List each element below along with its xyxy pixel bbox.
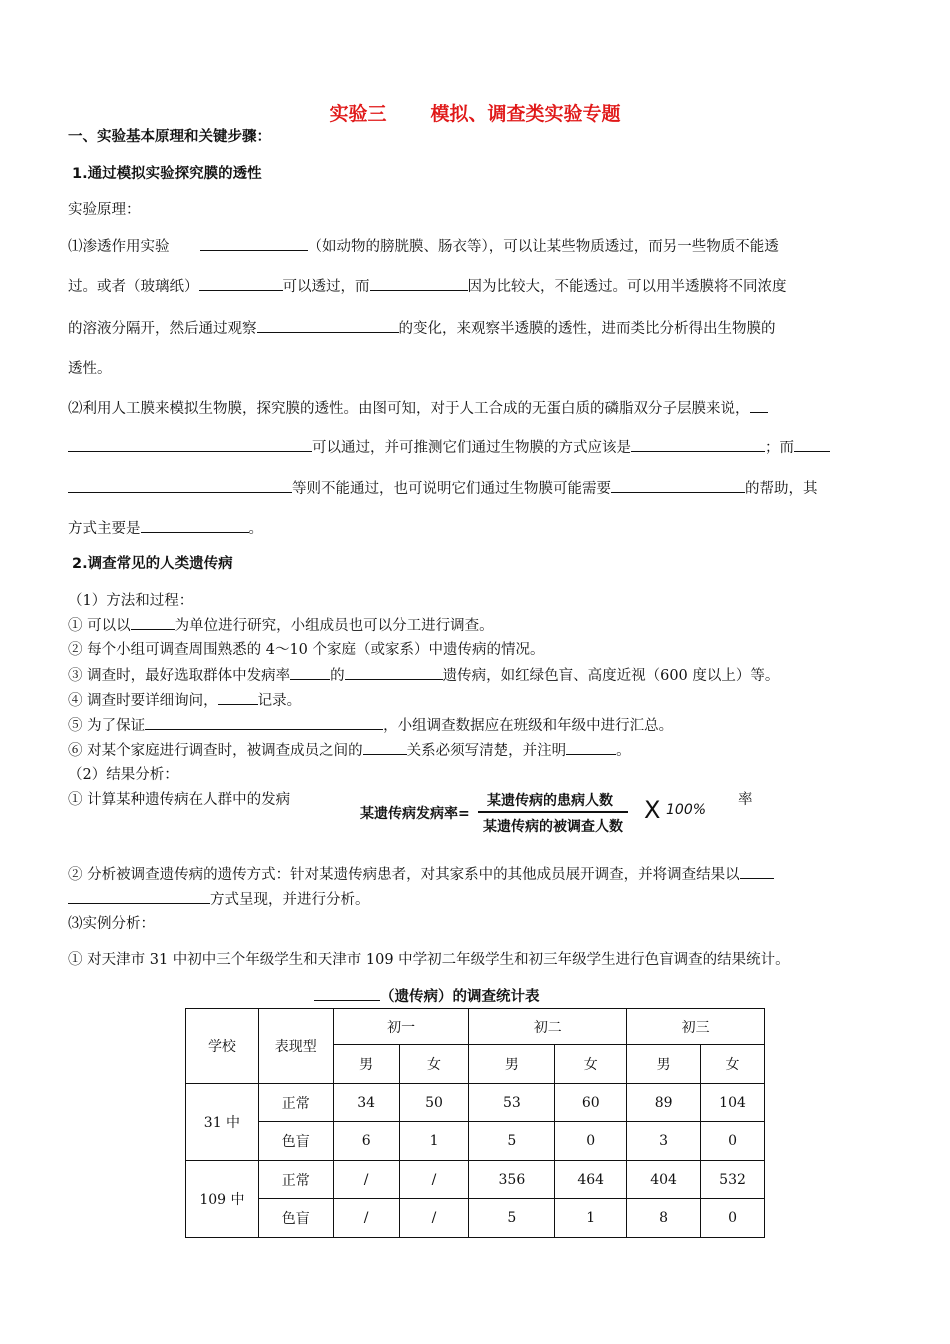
p2-l4a: 方式主要是 (68, 521, 141, 537)
value-cell: 3 (627, 1122, 701, 1161)
value-cell: 464 (555, 1161, 627, 1199)
blank (750, 398, 768, 413)
page-title (0, 99, 950, 126)
blank (566, 740, 616, 755)
step-2: ② 每个小组可调查周围熟悉的 4～10 个家庭（或家系）中遗传病的情况。 (68, 642, 545, 658)
step-6 (68, 740, 631, 761)
result-heading: （2）结果分析： (68, 767, 179, 783)
value-cell: 0 (701, 1122, 765, 1161)
s6c: 。 (616, 743, 631, 759)
header-sex: 男 (627, 1045, 701, 1084)
p2-line2 (68, 437, 830, 458)
p1-l3a: 的溶液分隔开，然后通过观察 (68, 321, 257, 337)
phenotype-cell: 色盲 (258, 1199, 333, 1238)
blank (794, 437, 830, 452)
p2-l3a: 等则不能通过，也可说明它们通过生物膜可能需要 (292, 481, 611, 497)
p1-line3 (68, 318, 776, 339)
value-cell: 404 (627, 1161, 701, 1199)
phenotype-cell: 色盲 (258, 1122, 333, 1161)
subheading-membrane: 1.通过模拟实验探究膜的透性 (72, 166, 262, 182)
step-4 (68, 690, 301, 711)
value-cell: / (399, 1161, 469, 1199)
r2-l2: 方式呈现，并进行分析。 (210, 892, 370, 908)
s3b: 的 (330, 668, 345, 684)
formula-numerator: 某遗传病的患病人数 (487, 793, 613, 809)
p1-l2a: 过。或者（玻璃纸） (68, 279, 199, 295)
value-cell: 5 (469, 1122, 555, 1161)
value-cell: / (333, 1199, 399, 1238)
example-text: ① 对天津市 31 中初中三个年级学生和天津市 109 中学初二年级学生和初三年级学生进行色盲调查的结果统计。 (68, 952, 790, 968)
p1-l2c: 因为比较大，不能透过。可以用半透膜将不同浓度 (467, 279, 787, 295)
table-caption (314, 986, 540, 1007)
p2-l2a: 可以通过，并可推测它们通过生物膜的方式应该是 (312, 440, 631, 456)
result-2-line1 (68, 864, 774, 885)
step-3 (68, 665, 779, 686)
blank (68, 437, 312, 452)
value-cell: / (399, 1199, 469, 1238)
p1-l2b: 可以透过，而 (282, 279, 370, 295)
p1-line2 (68, 276, 787, 297)
formula-lhs: 某遗传病发病率= (360, 806, 470, 822)
s3c: 遗传病，如红绿色盲、高度近视（600 度以上）等。 (442, 668, 780, 684)
table-row (186, 1122, 765, 1161)
s4a: ④ 调查时要详细询问， (68, 693, 218, 709)
principle-label: 实验原理： (68, 202, 141, 218)
value-cell: / (333, 1161, 399, 1199)
p2-line4 (68, 518, 263, 539)
blank (631, 437, 765, 452)
header-grade: 初二 (469, 1009, 627, 1045)
blank (611, 478, 745, 493)
value-cell: 50 (399, 1084, 469, 1122)
value-cell: 6 (333, 1122, 399, 1161)
blank (68, 478, 292, 493)
value-cell: 5 (469, 1199, 555, 1238)
phenotype-cell: 正常 (258, 1084, 333, 1122)
header-school: 学校 (186, 1009, 259, 1084)
blank (370, 276, 468, 291)
s6a: ⑥ 对某个家庭进行调查时，被调查成员之间的 (68, 743, 363, 759)
value-cell: 104 (701, 1084, 765, 1122)
p2-l1: ⑵利用人工膜来模拟生物膜，探究膜的透性。由图可知，对于人工合成的无蛋白质的磷脂双分子层膜来说， (68, 401, 750, 417)
result-2-line2 (68, 889, 370, 910)
fraction-bar (478, 811, 628, 813)
header-sex: 男 (469, 1045, 555, 1084)
value-cell: 1 (399, 1122, 469, 1161)
p2-l3b: 的帮助，其 (745, 481, 818, 497)
s3a: ③ 调查时，最好选取群体中发病率 (68, 668, 291, 684)
value-cell: 0 (701, 1199, 765, 1238)
blank (145, 715, 383, 730)
header-sex: 女 (399, 1045, 469, 1084)
result-1-tail: 率 (738, 792, 753, 808)
s5a: ⑤ 为了保证 (68, 718, 146, 734)
p2-line1 (68, 398, 768, 419)
value-cell: 53 (469, 1084, 555, 1122)
step-1 (68, 615, 494, 636)
s6b: 关系必须写清楚，并注明 (406, 743, 567, 759)
p2-l4b: 。 (248, 521, 263, 537)
formula-denominator: 某遗传病的被调查人数 (483, 819, 623, 835)
p2-l2b: ；而 (765, 440, 794, 456)
value-cell: 0 (555, 1122, 627, 1161)
blank (199, 276, 283, 291)
value-cell: 1 (555, 1199, 627, 1238)
school-cell: 31 中 (186, 1084, 259, 1161)
example-heading: ⑶实例分析： (68, 916, 155, 932)
blank (345, 665, 443, 680)
value-cell: 60 (555, 1084, 627, 1122)
blank (200, 236, 308, 251)
formula-percent: 100% (666, 802, 707, 818)
title-part2: 模拟、调查类实验专题 (430, 103, 621, 125)
incidence-formula (360, 790, 720, 836)
result-1: ① 计算某种遗传病在人群中的发病 (68, 792, 291, 808)
value-cell: 532 (701, 1161, 765, 1199)
blank (290, 665, 330, 680)
value-cell: 89 (627, 1084, 701, 1122)
multiply-sign: X (644, 796, 661, 824)
blank (314, 986, 380, 1001)
p1-line4: 透性。 (68, 361, 112, 377)
title-part1: 实验三 (329, 103, 387, 125)
table-row (186, 1161, 765, 1199)
survey-table (185, 1008, 765, 1238)
header-sex: 女 (701, 1045, 765, 1084)
blank (257, 318, 399, 333)
blank (68, 889, 210, 904)
blank (363, 740, 407, 755)
caption-text: （遗传病）的调查统计表 (380, 989, 540, 1005)
s1b: 为单位进行研究，小组成员也可以分工进行调查。 (174, 618, 494, 634)
phenotype-cell: 正常 (258, 1161, 333, 1199)
value-cell: 356 (469, 1161, 555, 1199)
s1a: ① 可以以 (68, 618, 131, 634)
header-grade: 初三 (627, 1009, 765, 1045)
blank (131, 615, 175, 630)
table-row (186, 1199, 765, 1238)
header-sex: 男 (333, 1045, 399, 1084)
school-cell: 109 中 (186, 1161, 259, 1238)
header-sex: 女 (555, 1045, 627, 1084)
s4b: 记录。 (257, 693, 302, 709)
step-5 (68, 715, 673, 736)
table-row (186, 1084, 765, 1122)
p1-line1 (68, 236, 779, 257)
r2-l1: ② 分析被调查遗传病的遗传方式：针对某遗传病患者，对其家系中的其他成员展开调查，并将调查结果以 (68, 867, 740, 883)
value-cell: 8 (627, 1199, 701, 1238)
value-cell: 34 (333, 1084, 399, 1122)
p1-l1a: ⑴渗透作用实验 (68, 239, 170, 255)
blank (740, 864, 774, 879)
s5b: ，小组调查数据应在班级和年级中进行汇总。 (383, 718, 674, 734)
section-heading: 一、实验基本原理和关键步骤： (68, 129, 271, 145)
blank (141, 518, 249, 533)
subheading-survey: 2.调查常见的人类遗传病 (72, 556, 233, 572)
header-grade: 初一 (333, 1009, 469, 1045)
p2-line3 (68, 478, 818, 499)
p1-l1b: （如动物的膀胱膜、肠衣等），可以让某些物质透过，而另一些物质不能透 (307, 239, 779, 255)
header-phenotype: 表现型 (258, 1009, 333, 1084)
blank (218, 690, 258, 705)
p1-l3b: 的变化，来观察半透膜的透性，进而类比分析得出生物膜的 (398, 321, 776, 337)
method-heading: （1）方法和过程： (68, 593, 194, 609)
